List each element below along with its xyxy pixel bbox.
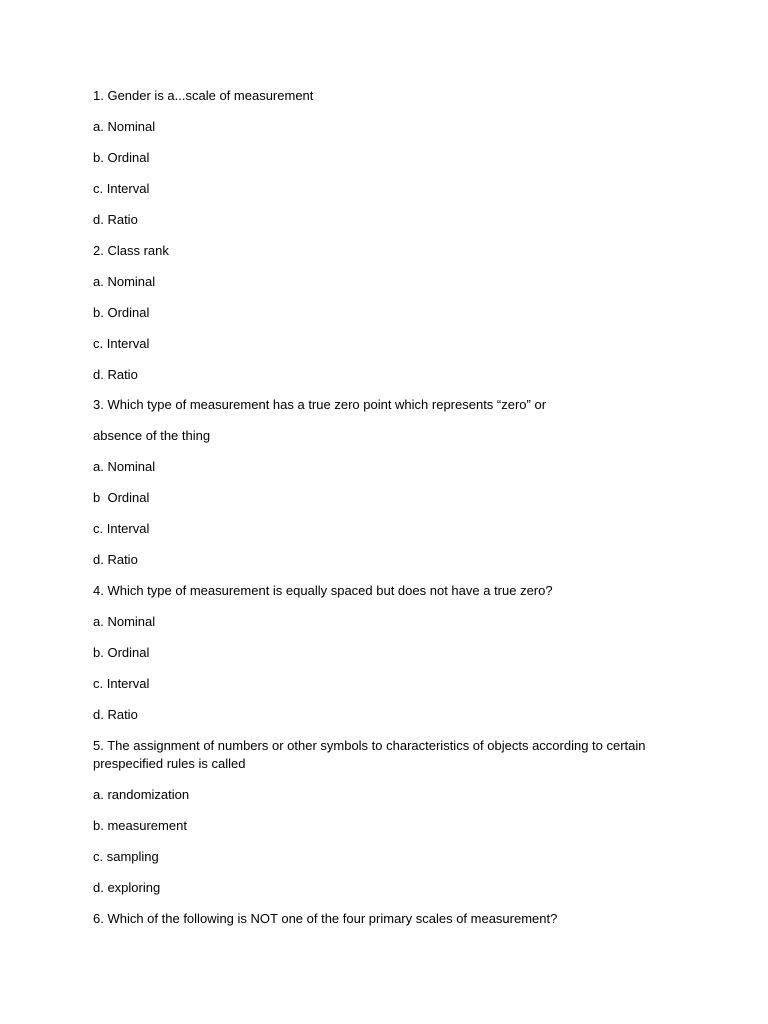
question-3-text: 3. Which type of measurement has a true zero point which represents “zero” or <box>93 397 547 412</box>
question-2-text: 2. Class rank <box>93 243 169 258</box>
q4-option-d: d. Ratio <box>93 707 138 722</box>
q3-option-c: c. Interval <box>93 521 150 536</box>
q1-option-d: d. Ratio <box>93 212 138 227</box>
q2-option-d: d. Ratio <box>93 367 138 382</box>
question-5-text: 5. The assignment of numbers or other symbols to characteristics of objects according to certain prespecified rules is called <box>93 738 646 771</box>
q2-option-c: c. Interval <box>93 336 150 351</box>
question-3-text-cont: absence of the thing <box>93 428 211 443</box>
q2-option-a: a. Nominal <box>93 274 156 289</box>
q1-option-b: b. Ordinal <box>93 150 150 165</box>
q1-option-c: c. Interval <box>93 181 150 196</box>
question-4-text: 4. Which type of measurement is equally spaced but does not have a true zero? <box>93 583 553 598</box>
q5-option-c: c. sampling <box>93 849 159 864</box>
q4-option-c: c. Interval <box>93 676 150 691</box>
q3-option-b: b Ordinal <box>93 490 150 505</box>
q1-option-a: a. Nominal <box>93 119 156 134</box>
question-1-text: 1. Gender is a...scale of measurement <box>93 88 314 103</box>
question-6-text: 6. Which of the following is NOT one of the four primary scales of measurement? <box>93 911 558 926</box>
q2-option-b: b. Ordinal <box>93 305 150 320</box>
q5-option-a: a. randomization <box>93 787 190 802</box>
q5-option-b: b. measurement <box>93 818 187 833</box>
q3-option-d: d. Ratio <box>93 552 138 567</box>
q4-option-b: b. Ordinal <box>93 645 150 660</box>
q3-option-a: a. Nominal <box>93 459 156 474</box>
q4-option-a: a. Nominal <box>93 614 156 629</box>
q5-option-d: d. exploring <box>93 880 161 895</box>
